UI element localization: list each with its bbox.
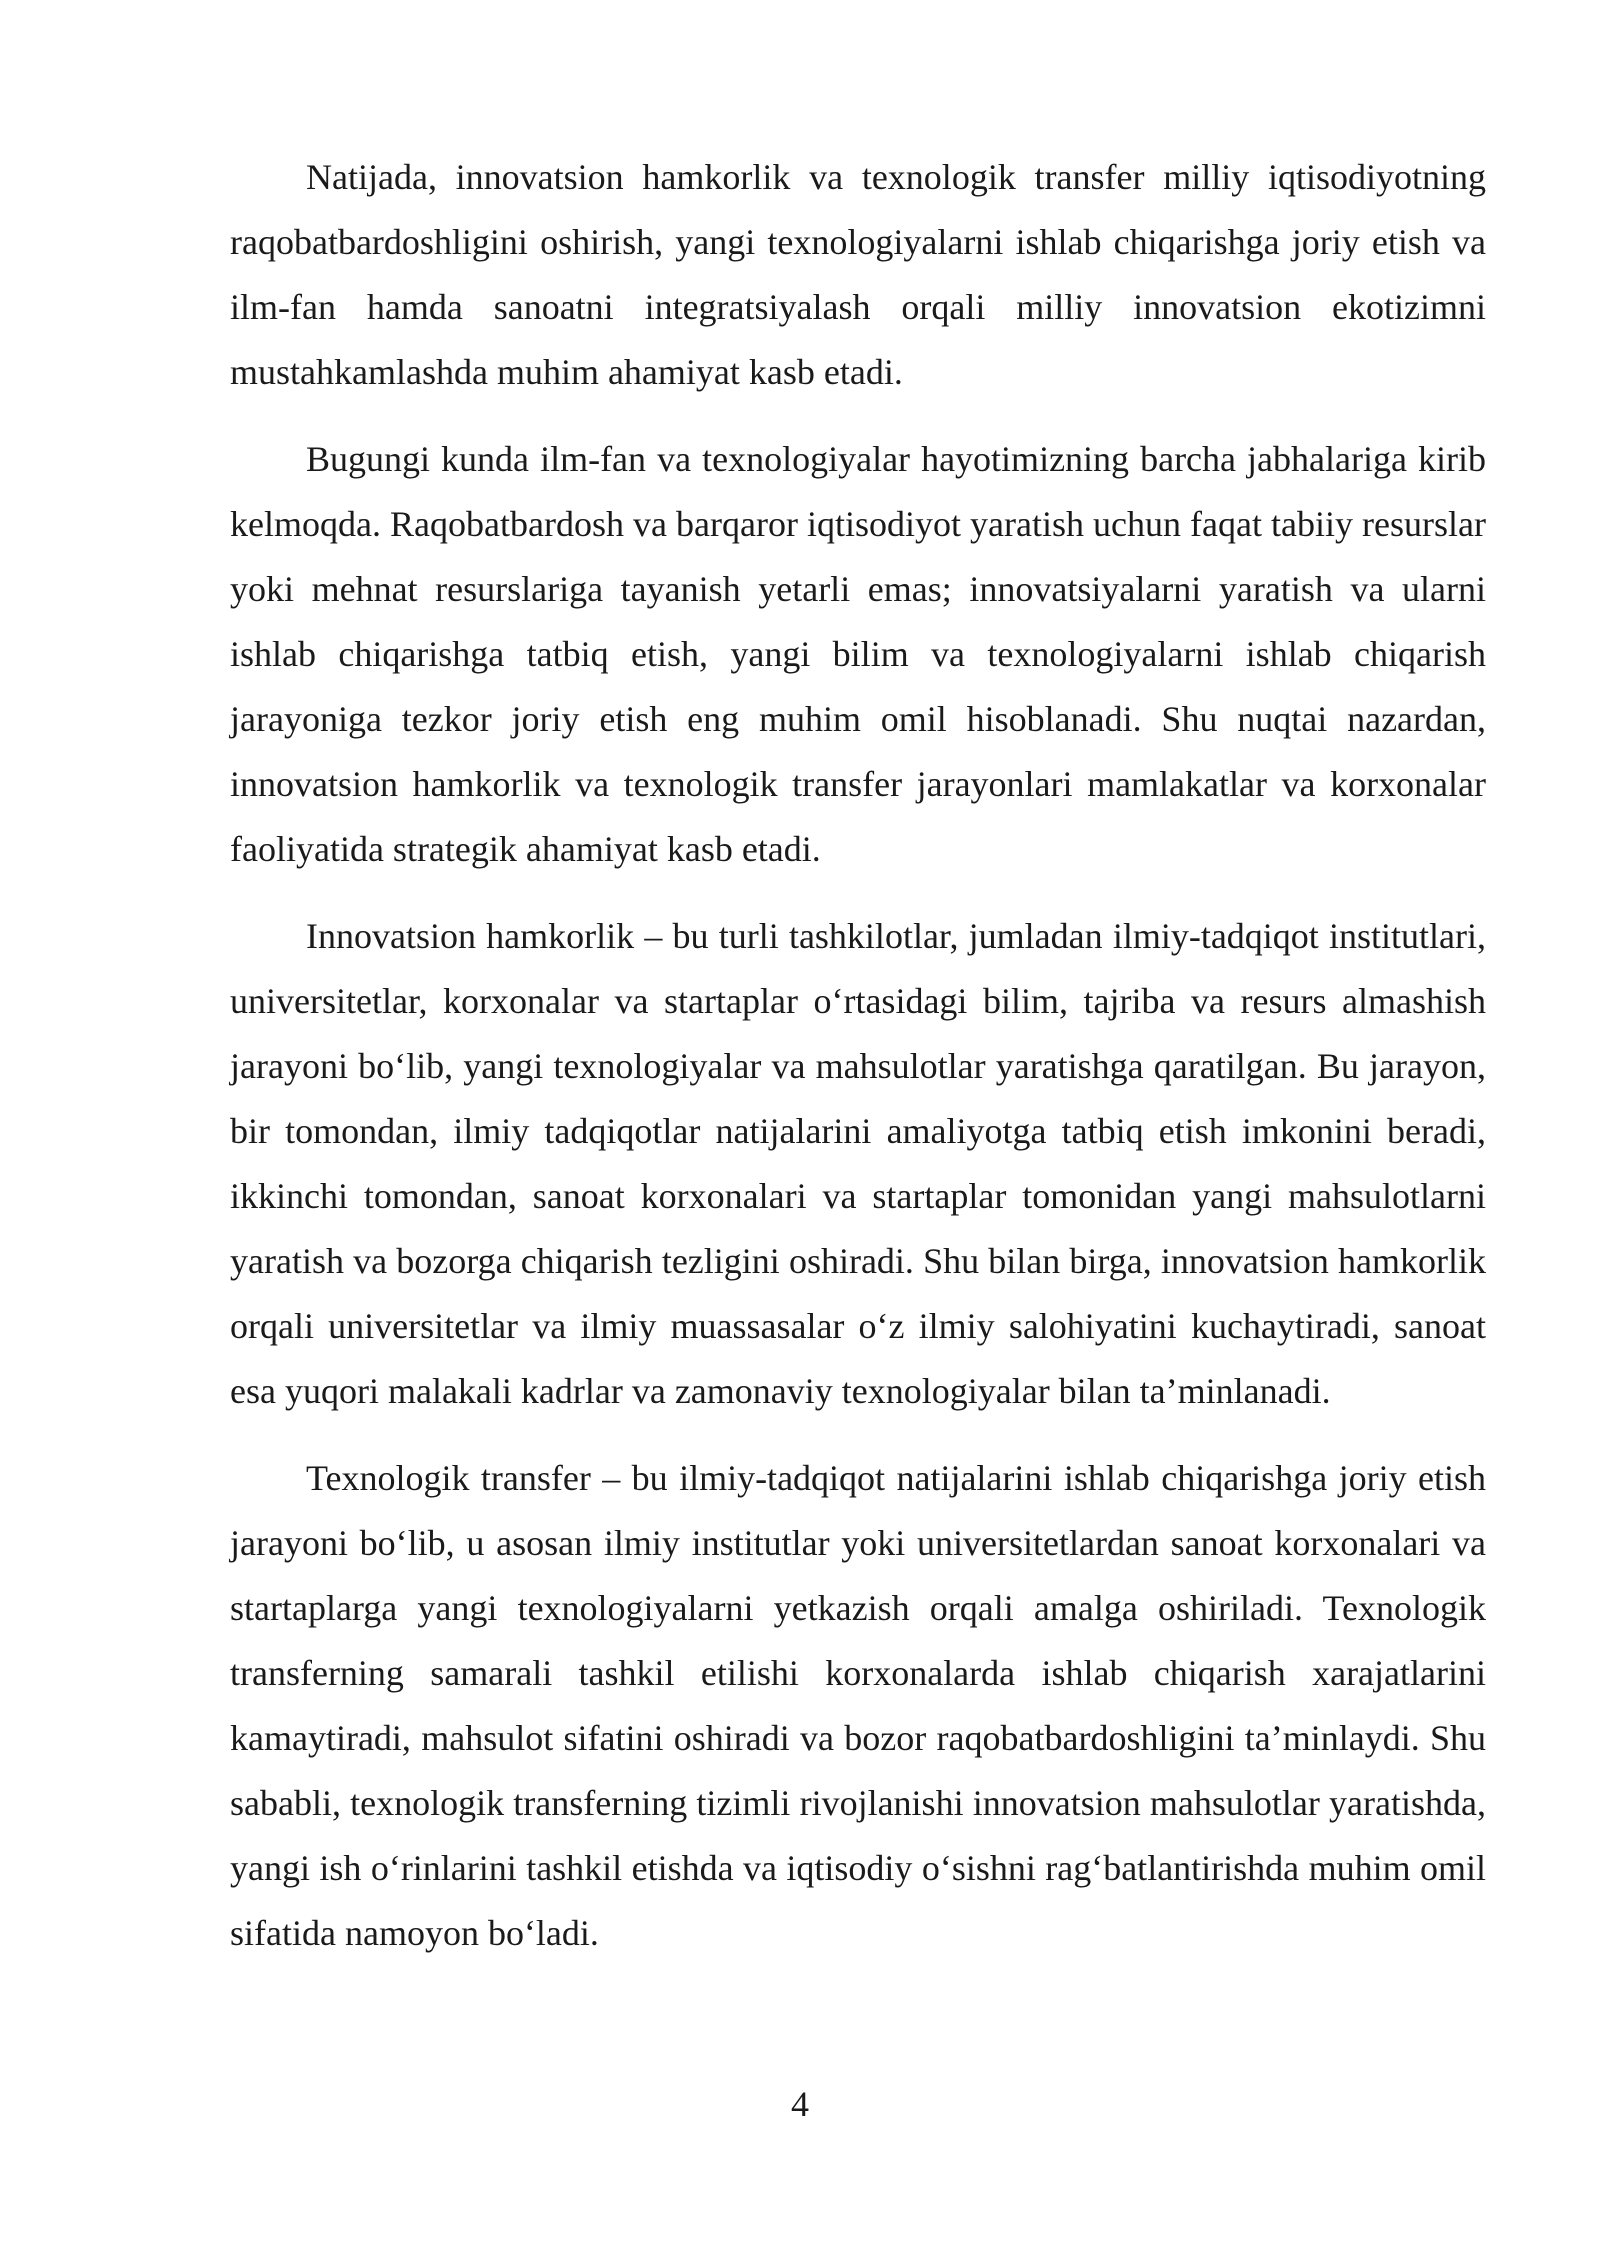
paragraph: Natijada, innovatsion hamkorlik va texnologik transfer milliy iqtisodiyotning raqobatbardoshligini oshirish, yangi texnologiyalarni ishlab chiqarishga joriy etish va ilm-fan hamda sanoatni integratsiyalash orqali milliy innovatsion ekotizimni mustahkamlashda muhim ahamiyat kasb etadi.	[230, 157, 1486, 392]
paragraph: Texnologik transfer – bu ilmiy-tadqiqot natijalarini ishlab chiqarishga joriy etish jarayoni bo‘lib, u asosan ilmiy institutlar yoki universitetlardan sanoat korxonalari va startaplarga yangi texnologiyalarni yetkazish orqali amalga oshiriladi. Texnologik transferning samarali tashkil etilishi korxonalarda ishlab chiqarish xarajatlarini kamaytiradi, mahsulot sifatini oshiradi va bozor raqobatbardoshligini ta’minlaydi. Shu sababli, texnologik transferning tizimli rivojlanishi innovatsion mahsulotlar yaratishda, yangi ish o‘rinlarini tashkil etishda va iqtisodiy o‘sishni rag‘batlantirishda muhim omil sifatida namoyon bo‘ladi.	[230, 1458, 1486, 1953]
page-body	[230, 145, 1486, 1988]
paragraph: Bugungi kunda ilm-fan va texnologiyalar hayotimizning barcha jabhalariga kirib kelmoqda. Raqobatbardosh va barqaror iqtisodiyot yaratish uchun faqat tabiiy resurslar yoki mehnat resurslariga tayanish yetarli emas; innovatsiyalarni yaratish va ularni ishlab chiqarishga tatbiq etish, yangi bilim va texnologiyalarni ishlab chiqarish jarayoniga tezkor joriy etish eng muhim omil hisoblanadi. Shu nuqtai nazardan, innovatsion hamkorlik va texnologik transfer jarayonlari mamlakatlar va korxonalar faoliyatida strategik ahamiyat kasb etadi.	[230, 439, 1486, 869]
page-number: 4	[791, 2084, 809, 2124]
paragraph: Innovatsion hamkorlik – bu turli tashkilotlar, jumladan ilmiy-tadqiqot institutlari, universitetlar, korxonalar va startaplar o‘rtasidagi bilim, tajriba va resurs almashish jarayoni bo‘lib, yangi texnologiyalar va mahsulotlar yaratishga qaratilgan. Bu jarayon, bir tomondan, ilmiy tadqiqotlar natijalarini amaliyotga tatbiq etish imkonini beradi, ikkinchi tomondan, sanoat korxonalari va startaplar tomonidan yangi mahsulotlarni yaratish va bozorga chiqarish tezligini oshiradi. Shu bilan birga, innovatsion hamkorlik orqali universitetlar va ilmiy muassasalar o‘z ilmiy salohiyatini kuchaytiradi, sanoat esa yuqori malakali kadrlar va zamonaviy texnologiyalar bilan ta’minlanadi.	[230, 916, 1486, 1411]
